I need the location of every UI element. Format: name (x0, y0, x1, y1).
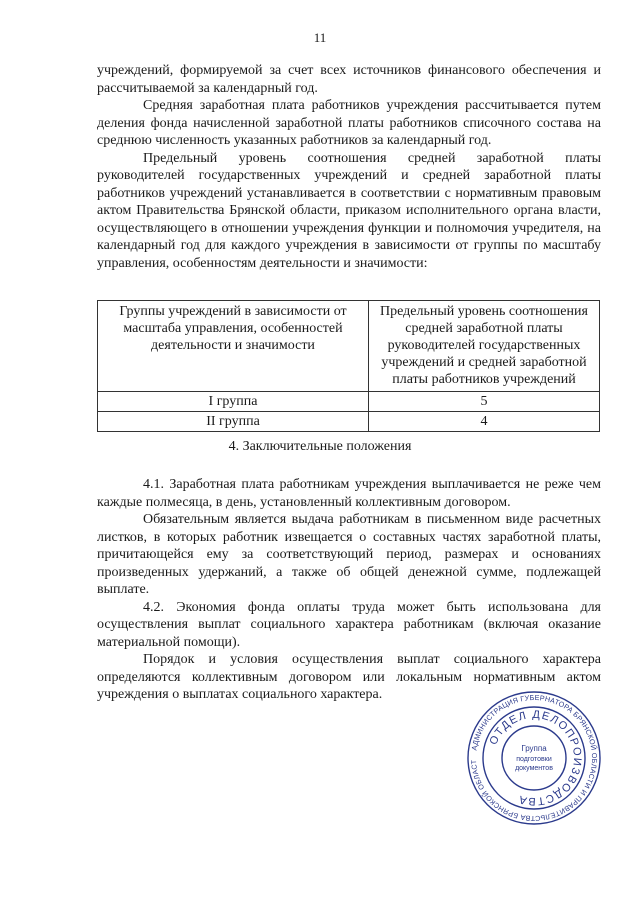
table-row (98, 392, 600, 412)
stamp-seal-icon (464, 688, 604, 828)
section-heading: 4. Заключительные положения (228, 439, 412, 454)
table-row (98, 412, 600, 432)
paragraph-average-salary: Средняя заработная плата работников учреждения рассчитывается путем деления фонда начисленной заработной платы работников списочного состава на среднюю численность указанных работников за календарный год. (97, 98, 601, 148)
table-header-row (98, 301, 600, 392)
text-block-top (97, 62, 601, 272)
official-stamp (464, 688, 604, 828)
page-number: 11 (313, 30, 327, 45)
paragraph-ratio-limit: Предельный уровень соотношения средней заработной платы руководителей государственных учреждений и средней заработной платы работников учреждений устанавливается в соответствии с нормативным правовым актом Правительства Брянской области, приказом исполнительного органа власти, осуществляющего в отношении учреждения функции и полномочия учредителя, на календарный год для каждого учреждения в зависимости от группы по масштабу управления, особенностям деятельности и значимости: (97, 150, 601, 271)
text-block-bottom (97, 476, 601, 704)
ratio-table (97, 300, 600, 432)
table-cell-group: II группа (98, 412, 369, 432)
table-header-ratio: Предельный уровень соотношения средней заработной платы руководителей государственных учреждений и средней заработной платы работников учреждений (369, 301, 600, 392)
paragraph-pay-frequency: 4.1. Заработная плата работникам учреждения выплачивается не реже чем каждые полмесяца, в день, установленный коллективным договором. (97, 477, 601, 510)
paragraph-continuation: учреждений, формируемой за счет всех источников финансового обеспечения и рассчитываемой за календарный год. (97, 63, 601, 96)
paragraph-fund-savings: 4.2. Экономия фонда оплаты труда может быть использована для осуществления выплат социального характера работникам (включая оказание материальной помощи). (97, 599, 601, 650)
stamp-outer-text: АДМИНИСТРАЦИЯ ГУБЕРНАТОРА БРЯНСКОЙ ОБЛАСТИ И ПРАВИТЕЛЬСТВА БРЯНСКОЙ ОБЛАСТ (468, 692, 600, 824)
stamp-center-line-1: Группа (521, 744, 547, 753)
table-header-groups: Группы учреждений в зависимости от масштаба управления, особенностей деятельности и значимости (98, 301, 369, 392)
table-cell-ratio: 5 (369, 392, 600, 412)
table-cell-group: I группа (98, 392, 369, 412)
table-cell-ratio: 4 (369, 412, 600, 432)
stamp-center-line-2: подготовки (516, 756, 552, 763)
paragraph-social-payments: Порядок и условия осуществления выплат социального характера определяются коллективным договором или локальным нормативным актом учреждения о выплатах социального характера. (97, 652, 601, 702)
stamp-middle-text: ОТДЕЛ ДЕЛОПРОИЗВОДСТВА (487, 708, 584, 808)
paragraph-pay-slips: Обязательным является выдача работникам в письменном виде расчетных листков, в которых работник извещается о составных частях заработной платы, причитающейся ему за соответствующий период, размерах и основаниях произведенных удержаний, а также об общей денежной сумме, подлежащей выплате. (97, 512, 601, 597)
stamp-center-line-3: документов (515, 765, 553, 772)
